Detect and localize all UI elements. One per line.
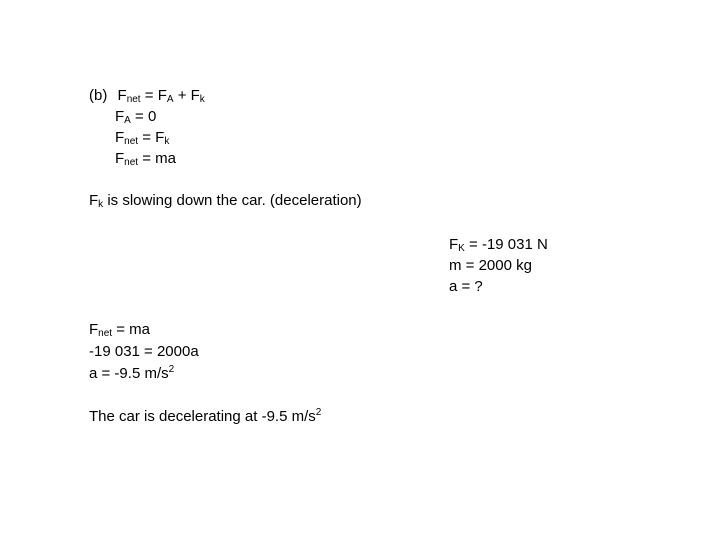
given-acceleration: a = ?	[449, 278, 483, 295]
given-mass: m = 2000 kg	[449, 257, 532, 274]
eq-fnet-sum: (b) $F_{net} = F_A + F_k$	[89, 87, 205, 105]
eq-fnet-fk: $F_{net} = F_k$	[115, 129, 170, 147]
conclusion: The car is decelerating at -9.5 $m/s^2$	[89, 407, 322, 425]
friction-statement: $F_k$ is slowing down the car. (deceleration)	[89, 192, 362, 210]
part-label: (b)	[89, 87, 108, 104]
solution-result: a = -9.5 $m/s^2$	[89, 364, 175, 382]
solution-substitution: -19 031 = 2000a	[89, 343, 199, 360]
solution-fnet-ma: $F_{net}$ = ma	[89, 321, 151, 339]
eq-fa-zero: $F_A = 0$	[115, 108, 157, 126]
eq-fnet-ma: $F_{net}$ = ma	[115, 150, 177, 168]
given-force: $F_K = -19$ 031 N	[449, 236, 548, 254]
